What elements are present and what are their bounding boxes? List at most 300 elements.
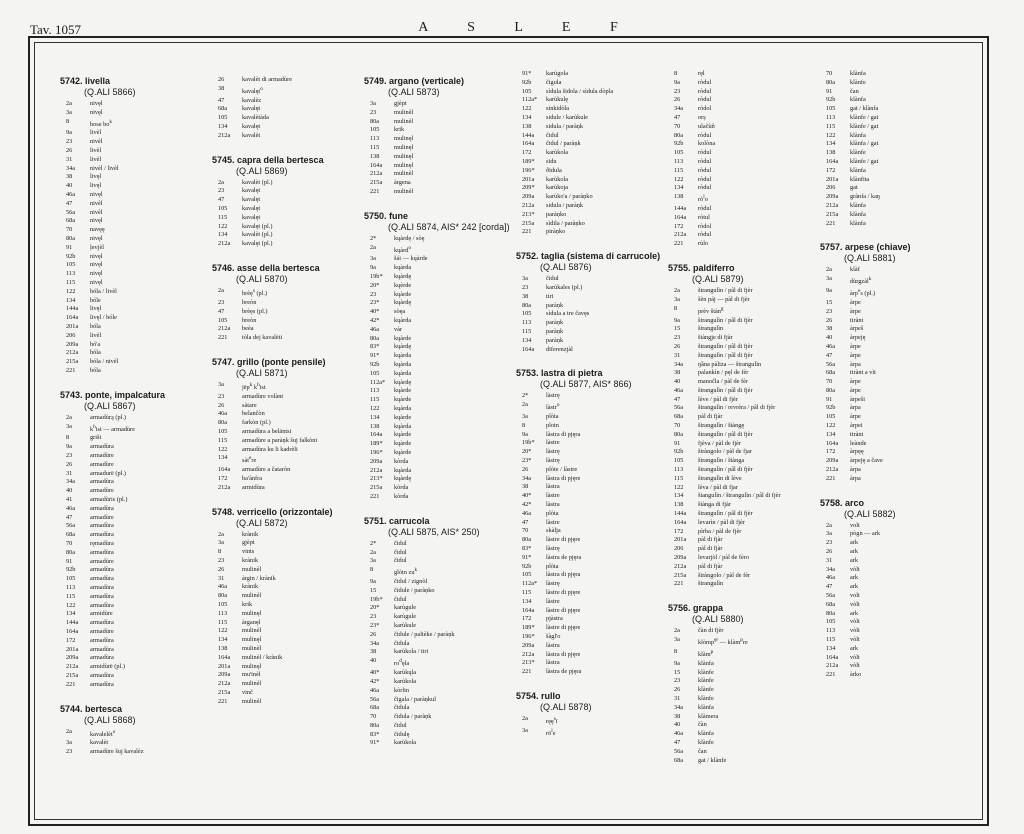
dialect-form: štangulìn / štrangulìn / pâl di fjèr <box>698 492 781 500</box>
list-item <box>60 619 210 628</box>
entry-title: 5757. arpese (chiave) <box>820 242 911 253</box>
locality-code: 46a <box>370 325 380 333</box>
dialect-form: klànfita <box>850 175 870 183</box>
list-item <box>212 334 362 343</box>
locality-code: 189* <box>370 440 383 448</box>
list-item <box>364 657 514 669</box>
list-item <box>820 592 970 601</box>
locality-code: 134 <box>826 140 836 148</box>
list-item <box>668 214 818 223</box>
locality-code: 115 <box>218 618 228 626</box>
list-item <box>516 466 666 475</box>
locality-code: 26 <box>370 630 377 638</box>
locality-code: 134 <box>674 492 684 500</box>
locality-code: 115 <box>66 592 76 600</box>
list-item <box>60 118 210 130</box>
locality-code: 138 <box>370 422 380 430</box>
locality-code: 221 <box>826 219 836 227</box>
locality-code: 172 <box>218 475 228 483</box>
list-item <box>668 167 818 176</box>
dialect-form: armidùre <box>90 610 113 618</box>
dialect-form: karùkulę <box>546 96 569 104</box>
list-item <box>516 184 666 193</box>
locality-code: 46a <box>826 574 836 582</box>
entry-heading <box>820 242 970 264</box>
map-entry <box>60 704 210 757</box>
list-item <box>668 158 818 167</box>
list-item <box>364 704 514 713</box>
locality-code: 2a <box>522 714 528 722</box>
list-item <box>820 466 970 475</box>
dialect-form: ark <box>850 583 859 591</box>
dialect-form: leànde <box>850 439 867 447</box>
dialect-form: ròdul <box>698 131 712 139</box>
locality-code: 3a <box>674 295 680 303</box>
map-entry <box>516 368 666 677</box>
locality-code: 138 <box>218 645 228 653</box>
locality-code: 68a <box>66 531 76 539</box>
dialect-form: čàn <box>698 721 707 729</box>
dialect-form: $ro^dęla$ <box>394 658 410 668</box>
dialect-form: sàtare <box>242 401 257 409</box>
locality-code: 68a <box>826 369 836 377</box>
list-item <box>364 308 514 317</box>
dialect-form: mulinęl <box>394 143 414 151</box>
list-item <box>212 645 362 654</box>
dialect-form: nivèl <box>90 138 103 146</box>
list-item <box>668 231 818 240</box>
dialect-form: nivèl / livèl <box>90 164 119 172</box>
dialect-form: làstrę <box>546 448 560 456</box>
locality-code: 201a <box>674 536 687 544</box>
locality-code: 122 <box>370 405 380 412</box>
locality-code: 172 <box>674 222 684 230</box>
list-item <box>212 410 362 419</box>
list-item <box>60 610 210 619</box>
list-item <box>668 536 818 545</box>
dialect-form: štànga di fjàr <box>698 501 731 509</box>
dialect-form: kųàrde <box>394 396 412 404</box>
dialect-form: kòrda <box>394 457 409 465</box>
list-item <box>364 126 514 135</box>
locality-code: 105 <box>826 413 836 421</box>
entry-rows <box>516 70 666 237</box>
dialect-form: àrpe <box>850 307 861 315</box>
column-6 <box>820 70 970 694</box>
locality-code: 15 <box>674 325 681 333</box>
dialect-form: armadùre <box>90 513 114 521</box>
locality-code: 47 <box>218 307 225 315</box>
locality-code: 172 <box>522 615 532 623</box>
locality-code: 206 <box>674 545 684 553</box>
locality-code: 164a <box>826 653 839 661</box>
entry-rows <box>212 179 362 249</box>
locality-code: 144a <box>522 131 535 139</box>
locality-code: 221 <box>674 240 684 248</box>
list-item <box>60 505 210 514</box>
column-2 <box>212 76 362 721</box>
dialect-form: gat / klànfe <box>698 756 727 764</box>
dialect-form: armadùra <box>90 654 114 662</box>
list-item <box>516 88 666 97</box>
list-item <box>364 587 514 596</box>
entry-ali-reference: (Q.ALI 5868) <box>84 714 136 725</box>
list-item <box>60 575 210 584</box>
list-item <box>516 114 666 123</box>
dialect-form: paràņk <box>546 336 564 344</box>
list-item <box>516 554 666 563</box>
locality-code: 134 <box>522 113 532 121</box>
locality-code: 56a <box>826 592 836 600</box>
list-item <box>668 448 818 457</box>
dialect-form: karùkule <box>394 622 417 630</box>
locality-code: 31 <box>218 574 225 582</box>
locality-code: 8 <box>66 117 70 125</box>
list-item <box>668 510 818 519</box>
list-item <box>212 419 362 428</box>
dialect-form: jëp$^k$ $k^hist$ <box>242 381 266 392</box>
list-item <box>820 361 970 370</box>
locality-code: 91 <box>826 395 833 403</box>
dialect-form: čidul <box>394 557 407 565</box>
dialect-form: sinkidòla <box>546 105 570 113</box>
dialect-form: mulinèl <box>242 680 262 688</box>
dialect-form: karùgule <box>394 613 417 621</box>
dialect-form: kųàrde <box>394 334 412 342</box>
map-entry <box>516 251 666 354</box>
list-item <box>364 604 514 613</box>
list-item <box>820 88 970 97</box>
dialect-form: plòta <box>546 413 559 420</box>
dialect-form: livèl <box>90 155 102 163</box>
locality-code: 3a <box>218 539 224 547</box>
locality-code: 215a <box>674 571 687 579</box>
list-item <box>212 308 362 317</box>
locality-code: 105 <box>218 601 228 609</box>
list-item <box>516 105 666 114</box>
dialect-form: klànfa <box>850 70 866 77</box>
list-item <box>820 114 970 123</box>
dialect-form: làstra de pjęra <box>546 553 582 561</box>
dialect-form: čidule / paràņko <box>394 586 435 594</box>
locality-code: 113 <box>218 609 228 617</box>
list-item <box>60 681 210 690</box>
entry-title: 5753. lastra di pietra <box>516 368 603 379</box>
locality-code: 3a <box>826 530 832 538</box>
map-entry <box>516 691 666 739</box>
dialect-form: paràņk <box>546 301 564 309</box>
list-item <box>820 539 970 548</box>
list-item <box>60 226 210 235</box>
dialect-form: gat / klànfa <box>850 105 879 113</box>
locality-code: 105 <box>674 149 684 157</box>
dialect-form: vòlt <box>850 662 860 670</box>
dialect-form: klànfa <box>850 219 866 227</box>
locality-code: 9a <box>674 78 680 86</box>
locality-code: 164a <box>522 606 535 614</box>
locality-code: 70 <box>826 70 833 77</box>
dialect-form: kųèrde <box>394 281 412 289</box>
dialect-form: klànfe <box>698 668 714 676</box>
dialect-form: mulinèl <box>394 187 414 195</box>
locality-code: 212a <box>674 562 687 570</box>
dialect-form: làstre di pjęre <box>546 606 581 614</box>
dialect-form: àrpa <box>850 474 861 482</box>
locality-code: 34a <box>66 164 76 172</box>
list-item <box>364 687 514 696</box>
dialect-form: klàm$^p$ <box>698 648 714 658</box>
entry-heading <box>364 516 514 538</box>
list-item <box>60 253 210 262</box>
locality-code: 2a <box>66 727 72 735</box>
locality-code: 201a <box>66 323 79 331</box>
dialect-form: nivęl <box>90 279 103 287</box>
list-item <box>60 182 210 191</box>
locality-code: 26 <box>218 401 225 409</box>
dialect-form: ręmadùra <box>90 540 114 548</box>
list-item <box>820 140 970 149</box>
locality-code: 23 <box>674 677 681 685</box>
locality-code: 46a <box>674 730 684 738</box>
list-item <box>364 291 514 300</box>
list-item <box>212 636 362 645</box>
locality-code: 26 <box>674 342 681 350</box>
dialect-form: bóla / livèl <box>90 287 117 295</box>
locality-code: 138 <box>370 152 380 160</box>
dialect-form: làstre <box>546 492 560 500</box>
locality-code: 23* <box>522 456 532 464</box>
locality-code: 113 <box>370 387 380 395</box>
locality-code: 115 <box>522 327 532 335</box>
dialect-form: lèva / pàl di fjar <box>698 483 738 491</box>
list-item <box>212 299 362 308</box>
locality-code: 92b <box>66 566 76 574</box>
list-item <box>212 698 362 707</box>
list-item <box>516 346 666 355</box>
list-item <box>516 642 666 651</box>
dialect-form: kųàrd$^o$ <box>394 244 411 254</box>
locality-code: 41 <box>66 496 73 504</box>
locality-code: 26 <box>674 96 681 104</box>
list-item <box>212 231 362 240</box>
dialect-form: vòlt <box>850 565 860 573</box>
list-item <box>212 205 362 214</box>
list-item <box>668 636 818 648</box>
list-item <box>820 105 970 114</box>
locality-code: 80a <box>826 78 836 86</box>
dialect-form: mulinèl / krànik <box>242 653 283 661</box>
entry-heading <box>212 507 362 529</box>
locality-code: 2a <box>218 287 224 295</box>
list-item <box>60 341 210 350</box>
locality-code: 80a <box>522 536 532 544</box>
dialect-form: ark <box>850 609 859 617</box>
locality-code: 31 <box>66 155 73 163</box>
list-item <box>668 413 818 422</box>
list-item <box>668 352 818 361</box>
list-item <box>668 123 818 132</box>
dialect-form: ba'ànfra <box>242 475 263 483</box>
locality-code: 212a <box>826 201 839 209</box>
locality-code: 134 <box>218 231 228 239</box>
locality-code: 189* <box>522 624 535 632</box>
dialect-form: nivęl <box>90 235 103 243</box>
dialect-form: mulinèl <box>242 697 262 705</box>
dialect-form: mulinèl <box>242 592 262 600</box>
list-item <box>668 176 818 185</box>
locality-code: 80a <box>522 301 532 309</box>
dialect-form: plòta <box>546 509 559 517</box>
locality-code: 26 <box>218 565 225 573</box>
dialect-form: štràngolo / pàl de fjar <box>698 448 752 456</box>
list-item <box>364 566 514 578</box>
dialect-form: bóla <box>90 323 101 331</box>
locality-code: 80a <box>826 609 836 617</box>
locality-code: 212a <box>826 662 839 670</box>
locality-code: 23 <box>218 557 225 565</box>
list-item <box>212 85 362 97</box>
list-item <box>60 129 210 138</box>
list-item <box>60 461 210 470</box>
entry-rows <box>364 540 514 749</box>
locality-code: 212a <box>522 201 535 209</box>
dialect-form: klànfe <box>698 694 714 702</box>
locality-code: 134 <box>522 336 532 344</box>
locality-code: 3a <box>66 108 72 116</box>
list-item <box>820 132 970 141</box>
locality-code: 46a <box>66 191 76 199</box>
dialect-form: armadùrą (pl.) <box>90 413 127 421</box>
locality-code: 105 <box>522 87 532 95</box>
locality-code: 215a <box>66 358 79 366</box>
atlas-title: A S L E F <box>418 20 636 35</box>
dialect-form: làstra <box>546 659 560 667</box>
locality-code: 2a <box>218 530 224 538</box>
dialect-form: kųàrde <box>394 387 412 395</box>
list-item <box>364 493 514 502</box>
map-entry <box>820 70 970 228</box>
dialect-form: kųàrdę <box>394 343 412 351</box>
dialect-form: mulinęl <box>394 135 414 143</box>
list-item <box>668 369 818 378</box>
dialect-form: čidul <box>394 721 407 729</box>
list-item <box>516 492 666 501</box>
list-item <box>60 314 210 323</box>
dialect-form: plotn <box>546 421 559 429</box>
list-item <box>60 209 210 218</box>
list-item <box>60 434 210 443</box>
entry-heading <box>364 76 514 98</box>
list-item <box>668 205 818 214</box>
list-item <box>668 378 818 387</box>
locality-code: 201a <box>522 175 535 183</box>
list-item <box>820 627 970 636</box>
list-item <box>364 440 514 449</box>
list-item <box>60 470 210 479</box>
list-item <box>668 545 818 554</box>
locality-code: 215a <box>370 484 383 492</box>
list-item <box>516 483 666 492</box>
entry-ali-reference: (Q.ALI 5879) <box>692 274 744 285</box>
locality-code: 8 <box>674 647 678 655</box>
list-item <box>516 202 666 211</box>
locality-code: 47 <box>66 513 73 521</box>
entry-rows <box>668 70 818 249</box>
list-item <box>364 722 514 731</box>
dialect-form: farkòn (pl.) <box>242 419 271 427</box>
dialect-form: kavalęt <box>242 123 261 131</box>
list-item <box>820 530 970 539</box>
dialect-form: karùkola / tiri <box>394 648 429 656</box>
list-item <box>364 326 514 335</box>
list-item <box>516 228 666 237</box>
dialect-form: làstrę <box>546 544 560 552</box>
dialect-form: štrangulìn / pâl di fjèr <box>698 342 753 350</box>
locality-code: 201a <box>218 662 231 670</box>
list-item <box>820 618 970 627</box>
dialect-form: armadùra <box>90 601 114 609</box>
dialect-form: livęl <box>90 173 102 181</box>
list-item <box>60 443 210 452</box>
list-item <box>516 563 666 572</box>
dialect-form: àrpe <box>850 413 861 421</box>
entry-heading <box>60 76 210 98</box>
locality-code: 172 <box>826 166 836 174</box>
list-item <box>364 144 514 153</box>
list-item <box>60 478 210 487</box>
dialect-form: làstre di pjęre <box>546 624 581 632</box>
dialect-form: karùkales (pl.) <box>546 283 583 291</box>
map-entry <box>820 242 970 483</box>
dialect-form: sìdula šidola / sìdula dòpla <box>546 87 614 95</box>
column-5 <box>668 70 818 779</box>
dialect-form: bóla <box>90 367 101 374</box>
entry-rows <box>364 100 514 197</box>
dialect-form: àrgin / krànik <box>242 574 276 582</box>
locality-code: 20* <box>522 448 532 456</box>
dialect-form: klànfe <box>850 78 866 86</box>
list-item <box>668 648 818 660</box>
list-item <box>212 428 362 437</box>
dialect-form: štrangulìn / pâl di fjèr <box>698 466 753 474</box>
list-item <box>212 680 362 689</box>
locality-code: 215a <box>826 210 839 218</box>
locality-code: 212a <box>218 325 231 333</box>
list-item <box>820 404 970 413</box>
locality-code: 164a <box>370 161 383 169</box>
dialect-form: kųàrde <box>394 413 412 421</box>
list-item <box>212 610 362 619</box>
dialect-form: kųàrda <box>394 352 412 360</box>
list-item <box>364 179 514 188</box>
list-item <box>516 275 666 284</box>
dialect-form: armadùra <box>90 636 114 644</box>
list-item <box>60 200 210 209</box>
list-item <box>364 631 514 640</box>
locality-code: 105 <box>218 316 228 324</box>
list-item <box>516 70 666 79</box>
entry-heading <box>516 691 666 713</box>
entry-ali-reference: (Q.ALI 5877, AIS* 866) <box>540 379 632 390</box>
dialect-form: karùkola <box>394 739 417 747</box>
dialect-form: vòlt <box>850 600 860 608</box>
dialect-form: livèl <box>90 129 102 137</box>
dialect-form: làstra di pjęra <box>546 571 581 579</box>
list-item <box>60 672 210 681</box>
list-item <box>60 244 210 253</box>
list-item <box>364 484 514 493</box>
list-item <box>212 601 362 610</box>
